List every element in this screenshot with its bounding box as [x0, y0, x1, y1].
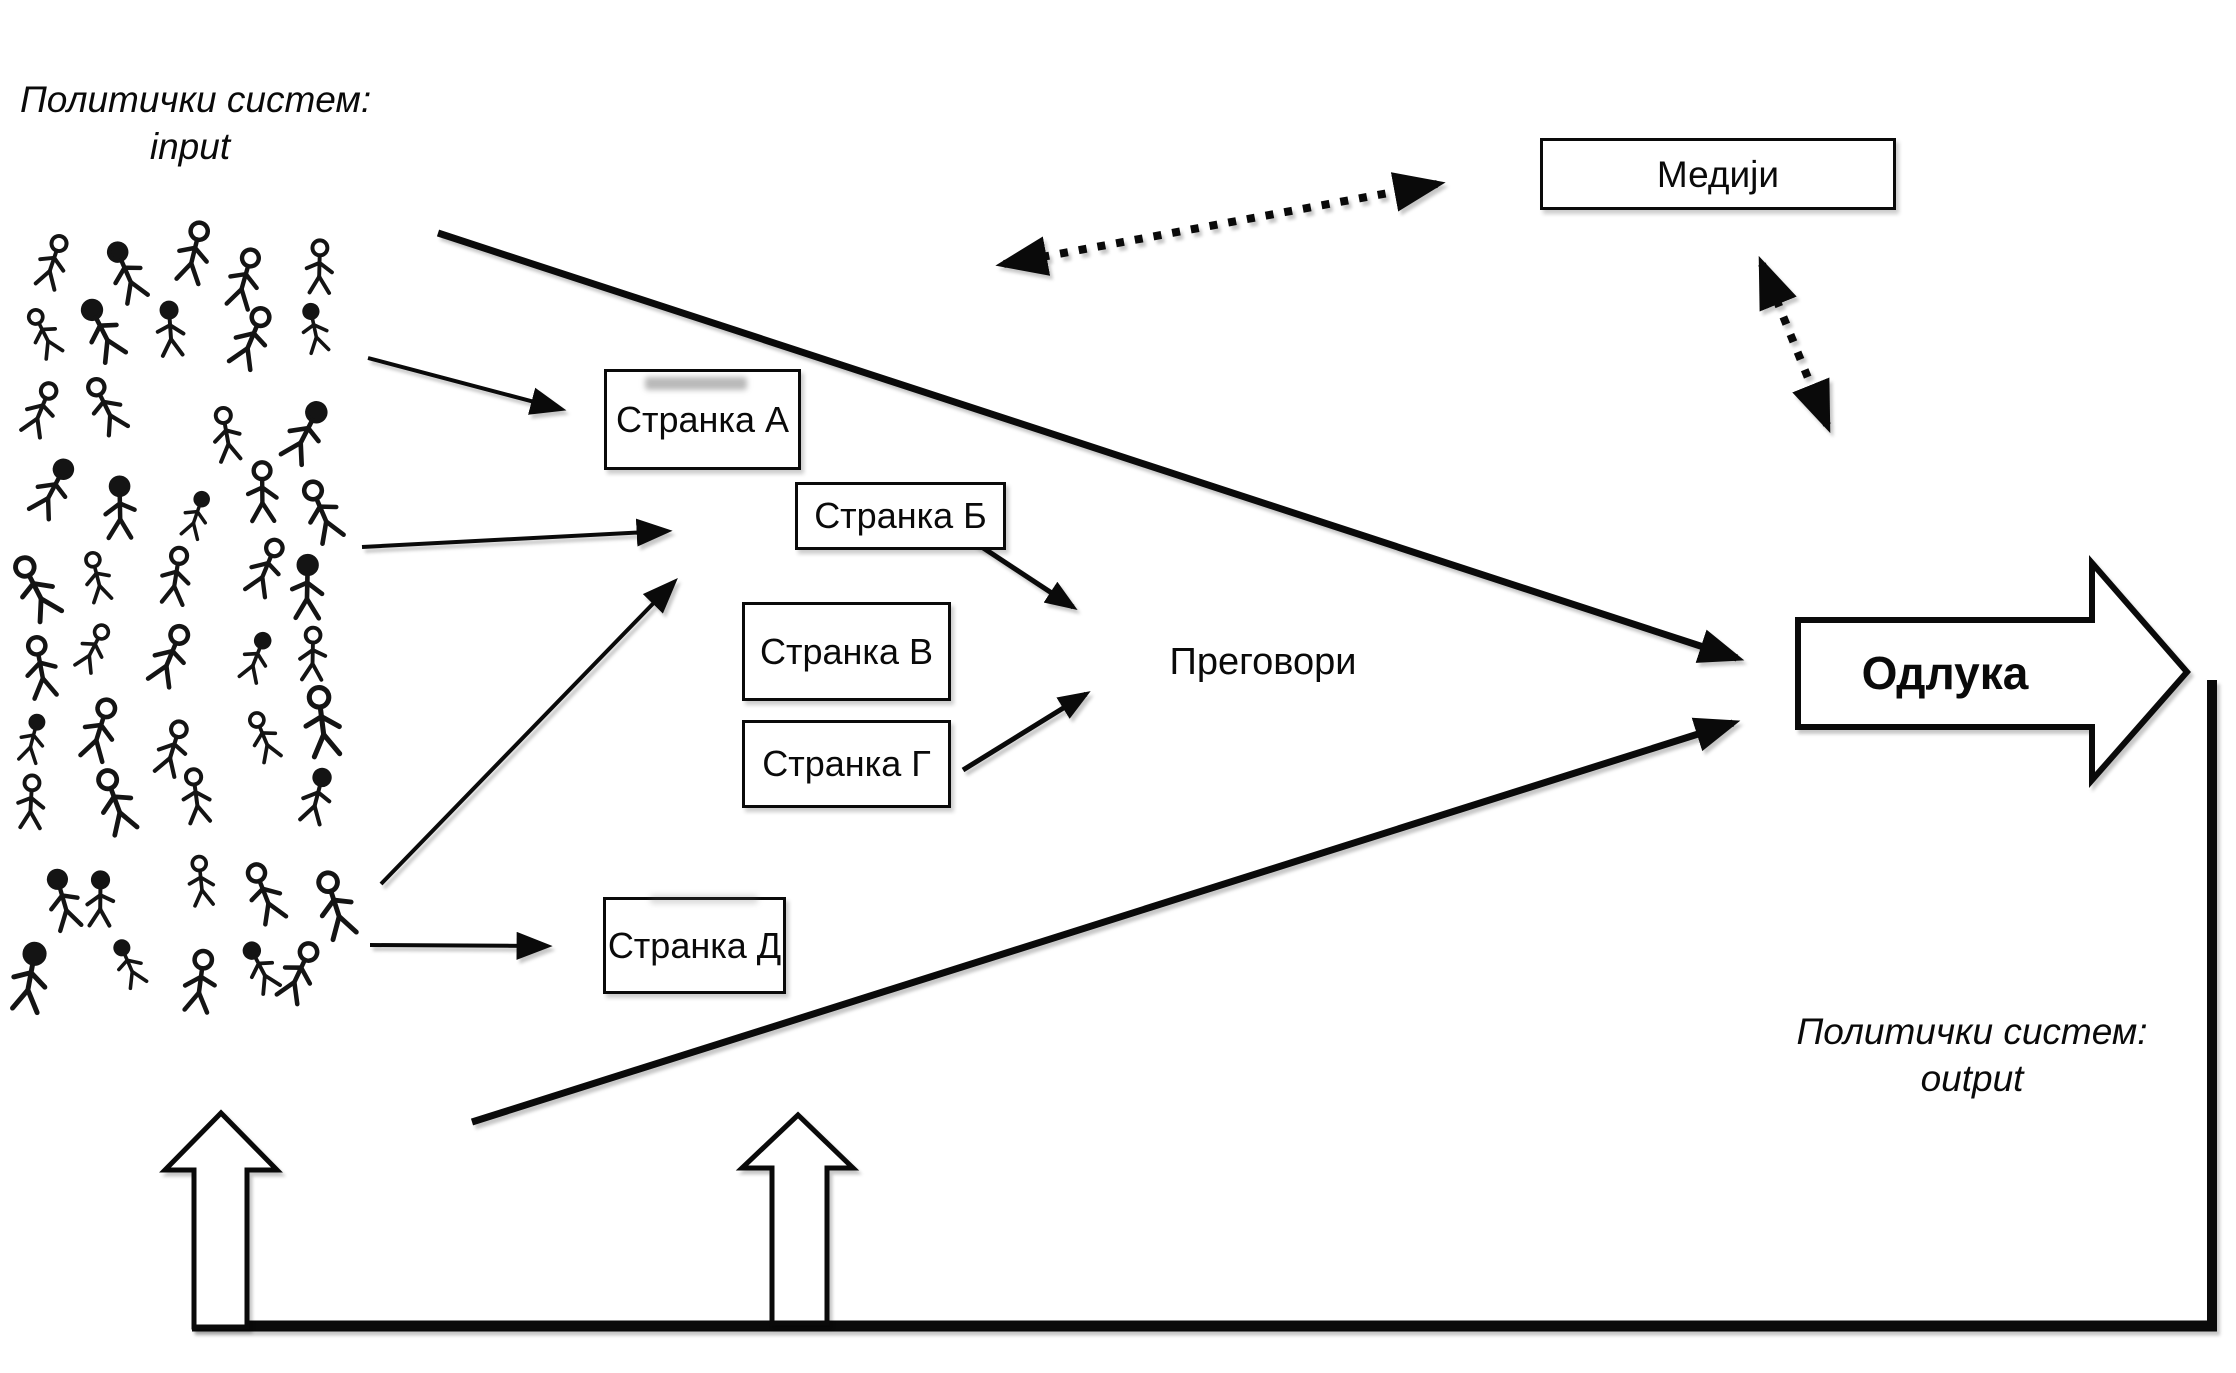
system-input-line2: input	[149, 126, 231, 167]
system-input-label	[20, 76, 372, 170]
stick-figure	[77, 696, 123, 763]
stick-figure	[240, 860, 289, 926]
stick-figure	[227, 303, 278, 371]
stick-figure	[300, 627, 326, 679]
stick-figure	[298, 302, 331, 354]
stick-figure	[298, 767, 337, 826]
arrow-party-g-to-negotiations	[963, 694, 1086, 770]
stick-figure	[27, 455, 80, 521]
erased-text-artifact-d	[650, 895, 758, 904]
stick-figure	[22, 305, 65, 360]
stick-figure	[223, 246, 266, 310]
arrow-crowd-to-party-d	[370, 945, 547, 946]
arrow-crowd-to-parties-middle	[381, 582, 674, 884]
stick-figure	[180, 768, 213, 824]
stick-figure	[178, 489, 214, 540]
stick-figure	[238, 938, 284, 995]
stick-figure	[32, 232, 73, 290]
stick-figure	[109, 937, 149, 990]
negotiation-arrows	[953, 528, 1086, 770]
feedback-up-arrow-left	[165, 1113, 277, 1327]
system-output-label	[1782, 1008, 2162, 1102]
stick-figure	[236, 630, 276, 684]
stick-figure	[153, 718, 194, 778]
party-d-box	[603, 897, 786, 994]
stick-figure	[75, 295, 130, 364]
stick-figure	[19, 379, 64, 439]
erased-text-artifact-a	[645, 377, 747, 390]
stick-figure	[8, 941, 52, 1013]
stick-figure	[209, 406, 243, 462]
stick-figure	[80, 374, 130, 437]
media-link-lower	[1762, 264, 1827, 425]
stick-figure	[41, 867, 85, 931]
stick-figure	[243, 709, 284, 763]
party-v-label: Странка В	[760, 630, 933, 672]
media-box	[1540, 138, 1896, 210]
citizens-crowd	[7, 219, 361, 1013]
feedback-up-arrow-right	[742, 1115, 853, 1323]
decision-label	[1798, 618, 2092, 727]
arrow-crowd-to-party-a	[368, 358, 561, 409]
system-input-line1: Политички систем:	[20, 79, 372, 120]
stick-figure	[21, 635, 61, 699]
stick-figure	[158, 546, 193, 606]
arrow-crowd-to-party-b	[362, 531, 667, 547]
media-box-label: Медији	[1656, 153, 1780, 195]
stick-figure	[7, 552, 65, 624]
system-output-line2: output	[1920, 1058, 2024, 1099]
stick-figure	[80, 550, 115, 603]
party-d-label: Странка Д	[607, 924, 782, 966]
stick-figure	[279, 397, 334, 466]
system-output-line1: Политички систем:	[1796, 1011, 2148, 1052]
stick-figure	[273, 938, 325, 1005]
stick-figure	[292, 556, 323, 618]
stick-figure	[187, 855, 215, 906]
stick-figure	[306, 240, 333, 293]
media-links	[1004, 184, 1827, 425]
feedback-up-arrows	[165, 1113, 853, 1327]
party-g-box	[742, 720, 951, 808]
stick-figure	[16, 713, 50, 764]
stick-figure	[105, 477, 135, 538]
stick-figure	[146, 621, 197, 689]
negotiations-text: Преговори	[1169, 641, 1357, 683]
stick-figure	[310, 868, 360, 940]
stick-figure	[243, 535, 290, 599]
stick-figure	[173, 219, 216, 284]
stick-figure	[248, 462, 277, 521]
stick-figure	[296, 477, 347, 545]
decision-text: Одлука	[1861, 646, 2029, 699]
stick-figure	[101, 239, 151, 305]
party-v-box	[742, 602, 951, 701]
stick-figure	[301, 686, 342, 758]
stick-figure	[87, 872, 113, 926]
party-b-box	[795, 482, 1006, 550]
stick-figure	[182, 949, 219, 1013]
party-g-label: Странка Г	[762, 743, 931, 784]
stick-figure	[90, 766, 141, 836]
stick-figure	[17, 775, 45, 829]
stick-figure	[156, 302, 185, 356]
party-a-label: Странка А	[616, 398, 789, 440]
media-link-upper	[1004, 184, 1437, 264]
feedback-loop	[192, 680, 2217, 1331]
party-b-label: Странка Б	[814, 495, 987, 536]
negotiations-label	[1143, 643, 1383, 681]
stick-figure	[72, 621, 115, 675]
